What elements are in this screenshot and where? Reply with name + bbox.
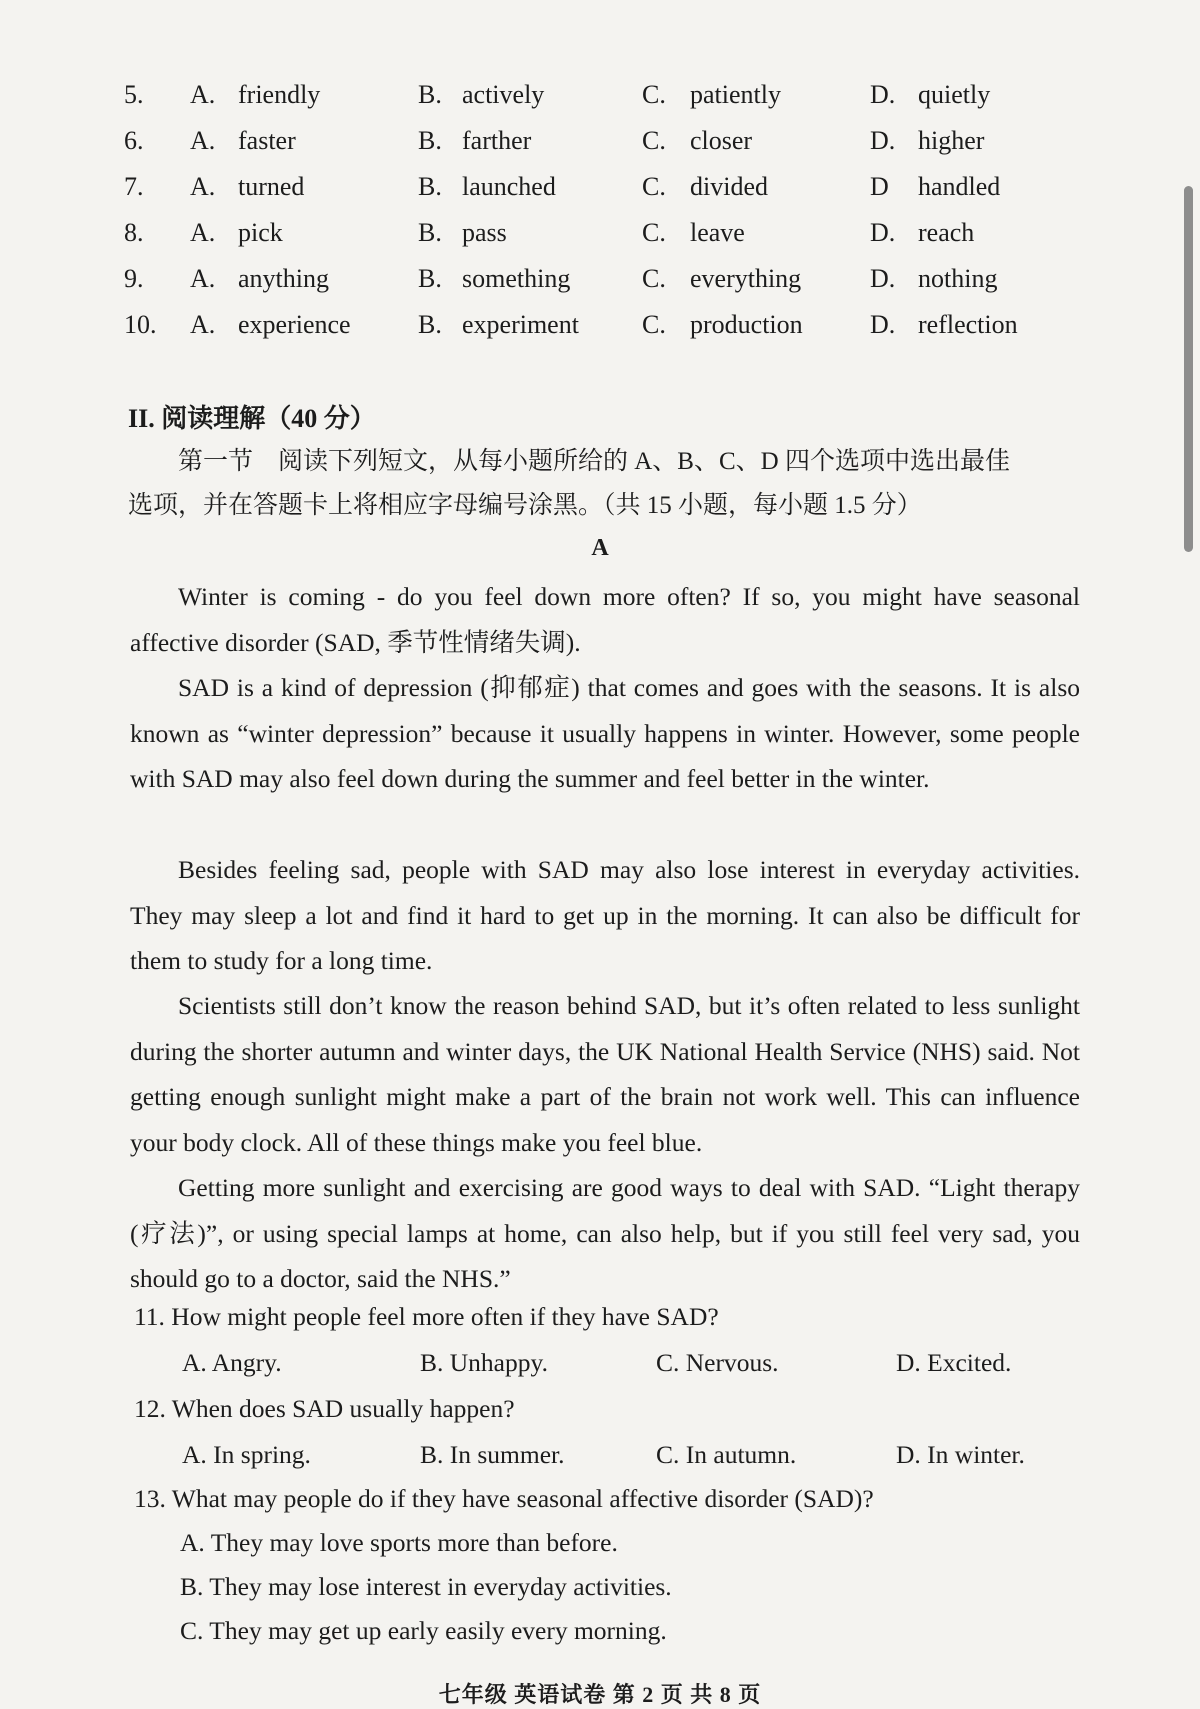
choice-letter-b: B. [418, 264, 442, 293]
choice-text-b: farther [462, 126, 532, 155]
choice-text-c: divided [690, 172, 768, 201]
choice-text-a: turned [238, 172, 305, 201]
choice-letter-a: A. [190, 80, 216, 109]
choice-text-a: faster [238, 126, 296, 155]
option-row-8 [0, 218, 1200, 258]
question-number: 7. [124, 172, 144, 201]
passage-paragraph-1: Winter is coming - do you feel down more often? If so, you might have seasonal affective disorder (SAD, 季节性情绪失调). [130, 582, 1080, 657]
choice-text-d: quietly [918, 80, 991, 109]
choice-letter-c: C. [642, 218, 666, 247]
choice-text-a: pick [238, 218, 283, 247]
choice-text-c: everything [690, 264, 802, 293]
passage-paragraph-2: SAD is a kind of depression (抑郁症) that comes and goes with the seasons. It is also known as “winter depression” because it usually happens in winter. However, some people with SAD may also feel down during the summer and feel better in the winter. [130, 673, 1080, 793]
choice-text-d: reflection [918, 310, 1018, 339]
choice-letter-b: B. [418, 172, 442, 201]
choice-letter-a: A. [190, 126, 216, 155]
choice-letter-d: D. [870, 80, 896, 109]
option-row-9 [0, 264, 1200, 304]
choice-letter-c: C. [642, 80, 666, 109]
choice-letter-b: B. [418, 310, 442, 339]
choice-letter-b: B. [418, 126, 442, 155]
choice-text-c: patiently [690, 80, 781, 109]
question-number: 10. [124, 310, 157, 339]
instruction-line-1: 第一节 阅读下列短文，从每小题所给的 A、B、C、D 四个选项中选出最佳 [178, 448, 1010, 475]
question-12-choices [0, 1440, 1200, 1480]
choice-letter-c: C. [642, 126, 666, 155]
passage-paragraph-4: Scientists still don’t know the reason behind SAD, but it’s often related to less sunlight during the shorter autumn and winter days, the UK National Health Service (NHS) said. Not getting enough sunlight might make a part of the brain not work well. This can influence your body clock. All of these things make you feel blue. [130, 991, 1080, 1157]
choice-text-d: nothing [918, 264, 998, 293]
page-footer: 七年级 英语试卷 第 2 页 共 8 页 [438, 1682, 762, 1707]
question-number: 9. [124, 264, 144, 293]
scrollbar-thumb[interactable] [1184, 186, 1193, 552]
choice-text-d: handled [918, 172, 1001, 201]
choice-b: B. Unhappy. [420, 1348, 548, 1377]
option-row-5 [0, 80, 1200, 120]
choice-text-d: higher [918, 126, 985, 155]
choice-text-b: pass [462, 218, 507, 247]
choice-d: D. In winter. [896, 1440, 1025, 1469]
choice-b: B. In summer. [420, 1440, 565, 1469]
choice-letter-d: D. [870, 264, 896, 293]
choice-letter-a: A. [190, 218, 216, 247]
choice-letter-a: A. [190, 264, 216, 293]
choice-text-c: production [690, 310, 803, 339]
passage-paragraph-3: Besides feeling sad, people with SAD may also lose interest in everyday activities. They may sleep a lot and find it hard to get up in the morning. It can also be difficult for them to study for a long time. [130, 855, 1080, 975]
choice-letter-b: B. [418, 80, 442, 109]
question-number: 5. [124, 80, 144, 109]
choice-letter-b: B. [418, 218, 442, 247]
question-11-stem: 11. How might people feel more often if they have SAD? [134, 1302, 719, 1331]
question-11-choices [0, 1348, 1200, 1388]
choice-text-b: experiment [462, 310, 579, 339]
section-title: II. 阅读理解（40 分） [128, 404, 376, 433]
choice-d: D. Excited. [896, 1348, 1012, 1377]
choice-text-a: friendly [238, 80, 321, 109]
choice-letter-a: A. [190, 172, 216, 201]
question-number: 6. [124, 126, 144, 155]
choice-letter-a: A. [190, 310, 216, 339]
choice-text-b: launched [462, 172, 556, 201]
option-row-6 [0, 126, 1200, 166]
passage-paragraph-5: Getting more sunlight and exercising are good ways to deal with SAD. “Light therapy (疗法)”, or using special lamps at home, can also help, but if you still feel very sad, you should go to a doctor, said the NHS.” [130, 1173, 1080, 1293]
choice-letter-d: D. [870, 126, 896, 155]
instruction-line-2: 选项，并在答题卡上将相应字母编号涂黑。（共 15 小题，每小题 1.5 分） [128, 492, 922, 519]
choice-a: A. Angry. [182, 1348, 282, 1377]
choice-c: C. Nervous. [656, 1348, 779, 1377]
choice-a: A. In spring. [182, 1440, 311, 1469]
question-12-stem: 12. When does SAD usually happen? [134, 1394, 515, 1423]
choice-text-a: experience [238, 310, 351, 339]
question-13-choice-c: C. They may get up early easily every morning. [180, 1616, 667, 1645]
choice-letter-d: D. [870, 310, 896, 339]
choice-c: C. In autumn. [656, 1440, 797, 1469]
option-row-7 [0, 172, 1200, 212]
choice-text-c: closer [690, 126, 753, 155]
question-number: 8. [124, 218, 144, 247]
choice-text-a: anything [238, 264, 329, 293]
question-13-choice-b: B. They may lose interest in everyday activities. [180, 1572, 672, 1601]
choice-letter-c: C. [642, 172, 666, 201]
choice-letter-d: D. [870, 218, 896, 247]
choice-letter-d: D [870, 172, 889, 201]
choice-letter-c: C. [642, 264, 666, 293]
choice-text-b: actively [462, 80, 545, 109]
question-13-stem: 13. What may people do if they have seasonal affective disorder (SAD)? [134, 1484, 874, 1513]
choice-text-b: something [462, 264, 571, 293]
choice-text-c: leave [690, 218, 745, 247]
choice-letter-c: C. [642, 310, 666, 339]
passage-label: A [591, 535, 609, 561]
choice-text-d: reach [918, 218, 975, 247]
question-13-choice-a: A. They may love sports more than before. [180, 1528, 618, 1557]
option-row-10 [0, 310, 1200, 350]
